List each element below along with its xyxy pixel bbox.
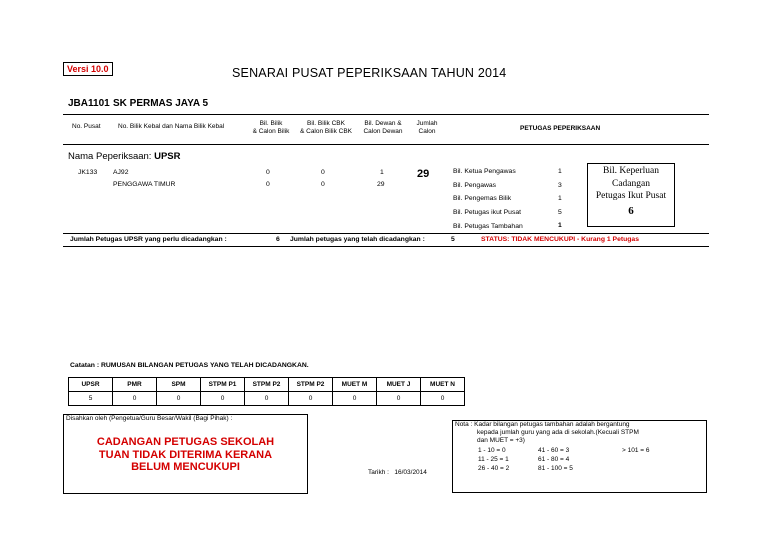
petugas-label: Bil. Petugas ikut Pusat bbox=[453, 209, 522, 216]
petugas-label: Bil. Pengemas Bilik bbox=[453, 195, 512, 202]
rumusan-header: STPM P2 bbox=[245, 378, 289, 392]
catatan: Catatan : RUMUSAN BILANGAN PETUGAS YANG TELAH DICADANGKAN. bbox=[70, 362, 309, 369]
summary-perlu-value: 6 bbox=[276, 236, 280, 243]
centre-bilik-name: PENGGAWA TIMUR bbox=[113, 181, 176, 188]
header-bil-dewan: Bil. Dewan & Calon Dewan bbox=[363, 120, 403, 135]
rumusan-header: PMR bbox=[113, 378, 157, 392]
rumusan-value: 0 bbox=[421, 392, 465, 406]
header-bil-bilik: Bil. Bilik & Calon Bilik bbox=[252, 120, 290, 135]
divider bbox=[63, 114, 709, 115]
ratio-item: 26 - 40 = 2 bbox=[478, 465, 510, 472]
petugas-label: Bil. Pengawas bbox=[453, 182, 497, 189]
rumusan-header: MUET J bbox=[377, 378, 421, 392]
rumusan-header: MUET N bbox=[421, 378, 465, 392]
ratio-item: 61 - 80 = 4 bbox=[538, 456, 570, 463]
rumusan-header: UPSR bbox=[69, 378, 113, 392]
ratio-item: 1 - 10 = 0 bbox=[478, 447, 506, 454]
petugas-value: 1 bbox=[558, 168, 562, 175]
header-bil-cbk: Bil. Bilik CBK & Calon Bilik CBK bbox=[299, 120, 353, 135]
row1-bilik: 0 bbox=[266, 169, 270, 176]
tarikh-value: 16/03/2014 bbox=[394, 469, 427, 476]
exam-name: UPSR bbox=[154, 151, 181, 162]
keperluan-value: 6 bbox=[628, 204, 634, 217]
row2-dewan: 29 bbox=[377, 181, 385, 188]
petugas-label: Bil. Petugas Tambahan bbox=[453, 223, 523, 230]
header-no-pusat: No. Pusat bbox=[72, 123, 101, 130]
rumusan-value: 0 bbox=[377, 392, 421, 406]
exam-label: Nama Peperiksaan: UPSR bbox=[68, 151, 181, 162]
rumusan-header: STPM P1 bbox=[201, 378, 245, 392]
divider bbox=[63, 233, 709, 234]
petugas-value: 3 bbox=[558, 182, 562, 189]
centre-bilik-code: AJ92 bbox=[113, 169, 129, 176]
header-no-bilik: No. Bilik Kebal dan Nama Bilik Kebal bbox=[118, 123, 225, 130]
rumusan-value: 0 bbox=[333, 392, 377, 406]
status-text: STATUS: TIDAK MENCUKUPI - Kurang 1 Petugas bbox=[481, 236, 639, 243]
page-title: SENARAI PUSAT PEPERIKSAAN TAHUN 2014 bbox=[232, 66, 507, 80]
tarikh: Tarikh : 16/03/2014 bbox=[368, 469, 427, 476]
version-label: Versi 10.0 bbox=[63, 62, 113, 76]
divider bbox=[63, 246, 709, 247]
rumusan-value: 0 bbox=[113, 392, 157, 406]
header-jumlah: Jumlah Calon bbox=[416, 120, 438, 135]
petugas-value: 1 bbox=[558, 222, 562, 229]
rumusan-value: 0 bbox=[289, 392, 333, 406]
header-petugas: PETUGAS PEPERIKSAAN bbox=[520, 125, 601, 132]
summary-telah-value: 5 bbox=[451, 236, 455, 243]
keperluan-box: Bil. Keperluan Cadangan Petugas Ikut Pusat 6 bbox=[587, 163, 675, 227]
ratio-item: 11 - 25 = 1 bbox=[478, 456, 509, 463]
ratio-item: 41 - 60 = 3 bbox=[538, 447, 570, 454]
summary-perlu-label: Jumlah Petugas UPSR yang perlu dicadangkan : bbox=[70, 236, 227, 243]
rumusan-value: 0 bbox=[245, 392, 289, 406]
rumusan-value: 0 bbox=[201, 392, 245, 406]
divider bbox=[63, 144, 709, 145]
summary-telah-label: Jumlah petugas yang telah dicadangkan : bbox=[290, 236, 425, 243]
nota-text: Nota : Kadar bilangan petugas tambahan adalah bergantung kepada jumlah guru yang ada di sekolah.(Kecuali STPM dan MUET = +3) bbox=[455, 421, 639, 444]
petugas-label: Bil. Ketua Pengawas bbox=[453, 168, 516, 175]
school-name: SK PERMAS JAYA 5 bbox=[113, 98, 209, 109]
rumusan-table bbox=[68, 377, 465, 406]
petugas-value: 5 bbox=[558, 209, 562, 216]
row1-dewan: 1 bbox=[380, 169, 384, 176]
ratio-item: > 101 = 6 bbox=[622, 447, 650, 454]
row1-cbk: 0 bbox=[321, 169, 325, 176]
row2-bilik: 0 bbox=[266, 181, 270, 188]
rumusan-header: SPM bbox=[157, 378, 201, 392]
petugas-value: 1 bbox=[558, 195, 562, 202]
cadangan-message: CADANGAN PETUGAS SEKOLAH TUAN TIDAK DITERIMA KERANA BELUM MENCUKUPI bbox=[96, 436, 275, 473]
rumusan-header: STPM P2 bbox=[289, 378, 333, 392]
rumusan-value: 5 bbox=[69, 392, 113, 406]
jumlah-calon: 29 bbox=[417, 168, 430, 180]
centre-no-pusat: JK133 bbox=[78, 169, 98, 176]
disahkan-label: Disahkan oleh (Pengetua/Guru Besar/Wakil (Bagi Pihak) : bbox=[66, 415, 233, 422]
rumusan-header: MUET M bbox=[333, 378, 377, 392]
school-code: JBA1101 bbox=[68, 98, 110, 109]
ratio-item: 81 - 100 = 5 bbox=[538, 465, 573, 472]
rumusan-value: 0 bbox=[157, 392, 201, 406]
row2-cbk: 0 bbox=[321, 181, 325, 188]
